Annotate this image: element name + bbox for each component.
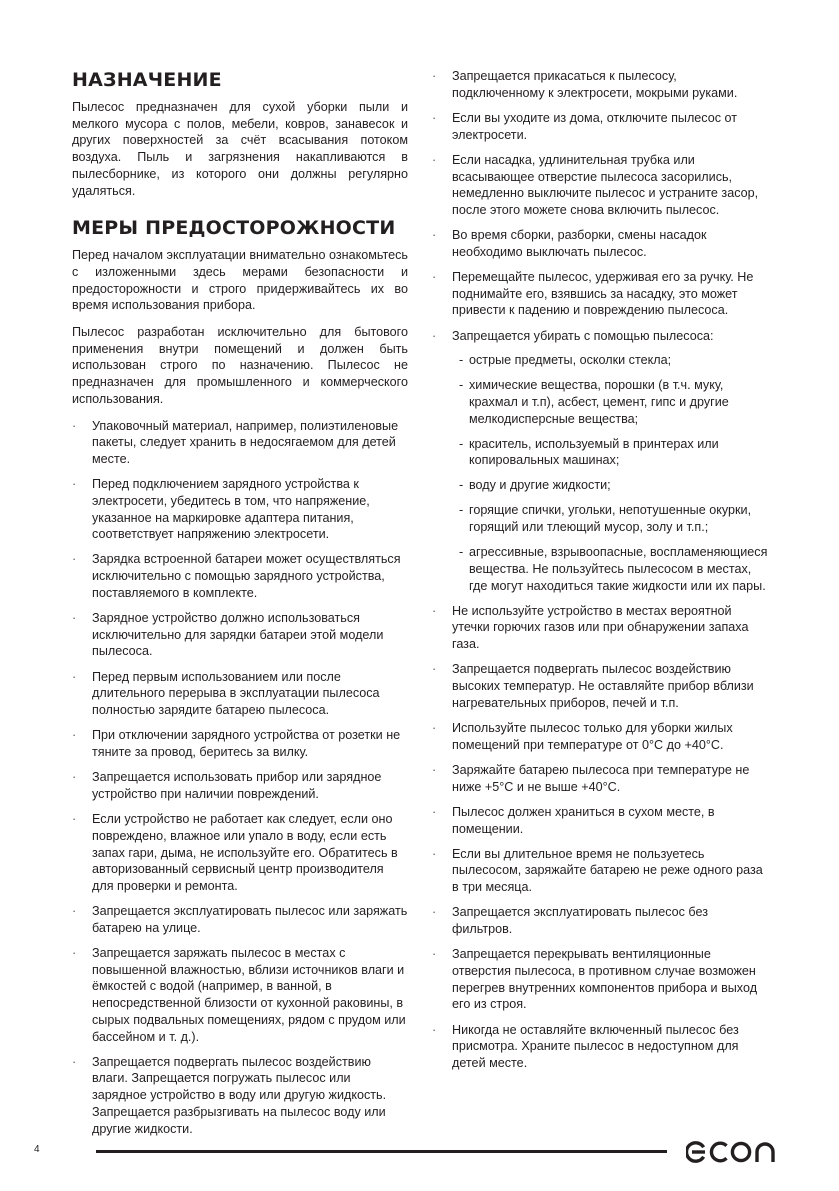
bullet-item: · Если вы уходите из дома, отключите пылесос от электросети. xyxy=(432,110,768,143)
sub-item: - воду и другие жидкости; xyxy=(452,477,768,494)
bullet-item-forbidden xyxy=(432,328,768,595)
bullet-item: · Запрещается подвергать пылесос воздействию влаги. Запрещается погружать пылесос или зарядное устройство в воду или другую жидкость. Запрещается разбрызгивать на пылесос воду или другие жидкости. xyxy=(72,1054,408,1138)
bullet-item: · Зарядка встроенной батареи может осуществляться исключительно с помощью зарядного устройства, поставляемого в комплекте. xyxy=(72,551,408,601)
left-column xyxy=(72,68,408,1146)
left-bullet-list xyxy=(72,418,408,1138)
bullet-item: · Запрещается прикасаться к пылесосу, подключенному к электросети, мокрыми руками. xyxy=(432,68,768,101)
bullet-item: · Если устройство не работает как следует, если оно повреждено, влажное или упало в воду, если есть запах гари, дыма, не используйте его. Обратитесь в авторизованный сервисный центр производителя для проверки и ремонта. xyxy=(72,811,408,895)
bullet-item: · Во время сборки, разборки, смены насадок необходимо выключать пылесос. xyxy=(432,227,768,260)
bullet-item: · Перед первым использованием или после длительного перерыва в эксплуатации пылесоса полностью зарядите батарею пылесоса. xyxy=(72,669,408,719)
bullet-item: · Пылесос должен храниться в сухом месте, в помещении. xyxy=(432,804,768,837)
purpose-text: Пылесос предназначен для сухой уборки пыли и мелкого мусора с полов, мебели, ковров, занавесок и других поверхностей за счёт всасывания потоком воздуха. Пыль и загрязнения накапливаются в пылесборнике, из которого они должны регулярно удаляться. xyxy=(72,100,408,198)
bullet-item: · Запрещается заряжать пылесос в местах с повышенной влажностью, вблизи источников влаги и ёмкостей с водой (например, в ванной, в непосредственной близости от кухонной раковины, в сырых подвальных помещениях, рядом с прудом или бассейном и т. д.). xyxy=(72,945,408,1045)
bullet-item: · При отключении зарядного устройства от розетки не тяните за провод, беритесь за вилку. xyxy=(72,727,408,760)
bullet-item: · Запрещается использовать прибор или зарядное устройство при наличии повреждений. xyxy=(72,769,408,802)
bullet-item: · Используйте пылесос только для уборки жилых помещений при температуре от 0°C до +40°C. xyxy=(432,720,768,753)
page-number: 4 xyxy=(34,1144,40,1155)
bullet-item: · Запрещается перекрывать вентиляционные отверстия пылесоса, в противном случае возможен перегрев внутренних компонентов прибора и выход его из строя. xyxy=(432,946,768,1013)
sub-item: - агрессивные, взрывоопасные, воспламеняющиеся вещества. Не пользуйтесь пылесосом в местах, где могут находиться такие жидкости или их пары. xyxy=(452,544,768,594)
safety-intro-1: Перед началом эксплуатации внимательно ознакомьтесь с изложенными здесь мерами безопасности и предосторожности и строго придерживайтесь их во время использования прибора. xyxy=(72,248,408,313)
right-column xyxy=(432,68,768,1080)
econ-logo xyxy=(686,1138,780,1166)
sub-item: - горящие спички, угольки, непотушенные окурки, горящий или тлеющий мусор, золу и т.п.; xyxy=(452,502,768,535)
sub-item: - краситель, используемый в принтерах или копировальных машинах; xyxy=(452,436,768,469)
purpose-heading: НАЗНАЧЕНИЕ xyxy=(72,69,222,91)
bullet-item: · Запрещается эксплуатировать пылесос или заряжать батарею на улице. xyxy=(72,903,408,936)
bullet-item: · Если насадка, удлинительная трубка или всасывающее отверстие пылесоса засорились, немедленно выключите пылесос и устраните засор, после этого можете снова включить пылесос. xyxy=(432,152,768,219)
bullet-item: · Никогда не оставляйте включенный пылесос без присмотра. Храните пылесос в недоступном для детей месте. xyxy=(432,1022,768,1072)
forbidden-sublist xyxy=(452,352,768,594)
footer-divider xyxy=(96,1150,667,1153)
bullet-item: · Перемещайте пылесос, удерживая его за ручку. Не поднимайте его, взявшись за насадку, это может привести к падению и повреждению пылесоса. xyxy=(432,269,768,319)
bullet-item: · Упаковочный материал, например, полиэтиленовые пакеты, следует хранить в недосягаемом для детей месте. xyxy=(72,418,408,468)
bullet-item: · Перед подключением зарядного устройства к электросети, убедитесь в том, что напряжение, указанное на маркировке адаптера питания, соответствует напряжению электросети. xyxy=(72,476,408,543)
bullet-item: · Запрещается подвергать пылесос воздействию высоких температур. Не оставляйте прибор вблизи нагревательных приборов, печей и т.п. xyxy=(432,661,768,711)
safety-intro-2: Пылесос разработан исключительно для бытового применения внутри помещений и должен быть использован строго по назначению. Пылесос не предназначен для промышленного и коммерческого использования. xyxy=(72,325,408,406)
right-bullet-list xyxy=(432,68,768,1072)
sub-item: - химические вещества, порошки (в т.ч. муку, крахмал и т.п), асбест, цемент, гипс и другие мелкодисперсные вещества; xyxy=(452,377,768,427)
sub-item: - острые предметы, осколки стекла; xyxy=(452,352,768,369)
bullet-item: · Если вы длительное время не пользуетесь пылесосом, заряжайте батарею не реже одного раза в три месяца. xyxy=(432,846,768,896)
bullet-item: · Не используйте устройство в местах вероятной утечки горючих газов или при обнаружении запаха газа. xyxy=(432,603,768,653)
safety-heading: МЕРЫ ПРЕДОСТОРОЖНОСТИ xyxy=(72,217,396,240)
forbidden-lead: Запрещается убирать с помощью пылесоса: xyxy=(452,328,714,343)
bullet-item: · Зарядное устройство должно использоваться исключительно для зарядки батареи этой модели пылесоса. xyxy=(72,610,408,660)
bullet-item: · Запрещается эксплуатировать пылесос без фильтров. xyxy=(432,904,768,937)
bullet-item: · Заряжайте батарею пылесоса при температуре не ниже +5°C и не выше +40°C. xyxy=(432,762,768,795)
